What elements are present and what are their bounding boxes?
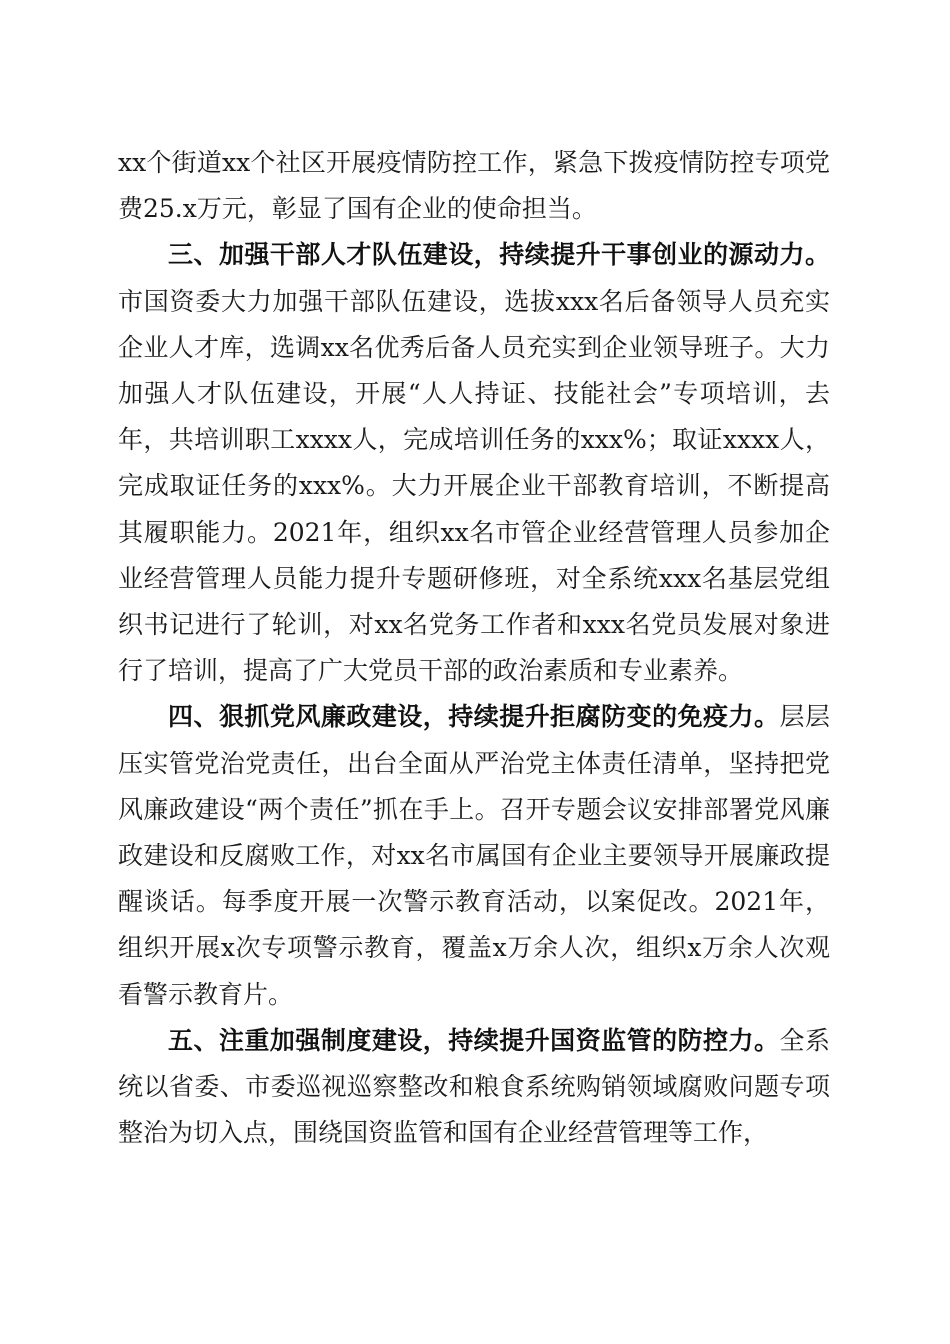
paragraph-text: xx个街道xx个社区开展疫情防控工作，紧急下拨疫情防控专项党费25.x万元，彰显了国有企业的使命担当。 — [118, 148, 830, 224]
paragraph-text: 市国资委大力加强干部队伍建设，选拔xxx名后备领导人员充实企业人才库，选调xx名优秀后备人员充实到企业领导班子。大力加强人才队伍建设，开展“人人持证、技能社会”专项培训，去年，共培训职工xxxx人，完成培训任务的xxx%；取证xxxx人，完成取证任务的xxx%。大力开展企业干部教育培训，不断提高其履职能力。2021年，组织xx名市管企业经营管理人员参加企业经营管理人员能力提升专题研修班，对全系统xxx名基层党组织书记进行了轮训，对xx名党务工作者和xxx名党员发展对象进行了培训，提高了广大党员干部的政治素质和专业素养。 — [118, 286, 830, 686]
paragraph-continuation — [118, 140, 830, 232]
document-body — [118, 140, 830, 1156]
paragraph-section-5 — [118, 1018, 830, 1157]
section-heading: 五、注重加强制度建设，持续提升国资监管的防控力。 — [168, 1025, 780, 1055]
section-heading: 四、狠抓党风廉政建设，持续提升拒腐防变的免疫力。 — [168, 702, 780, 732]
paragraph-section-3 — [118, 232, 830, 694]
section-heading: 三、加强干部人才队伍建设，持续提升干事创业的源动力。 — [168, 240, 830, 270]
paragraph-text: 层层压实管党治党责任，出台全面从严治党主体责任清单，坚持把党风廉政建设“两个责任”抓在手上。召开专题会议安排部署党风廉政建设和反腐败工作，对xx名市属国有企业主要领导开展廉政提醒谈话。每季度开展一次警示教育活动，以案促改。2021年，组织开展x次专项警示教育，覆盖x万余人次，组织x万余人次观看警示教育片。 — [118, 702, 830, 1009]
paragraph-text: 全系统以省委、市委巡视巡察整改和粮食系统购销领域腐败问题专项整治为切入点，围绕国资监管和国有企业经营管理等工作， — [118, 1025, 830, 1148]
paragraph-section-4 — [118, 694, 830, 1017]
